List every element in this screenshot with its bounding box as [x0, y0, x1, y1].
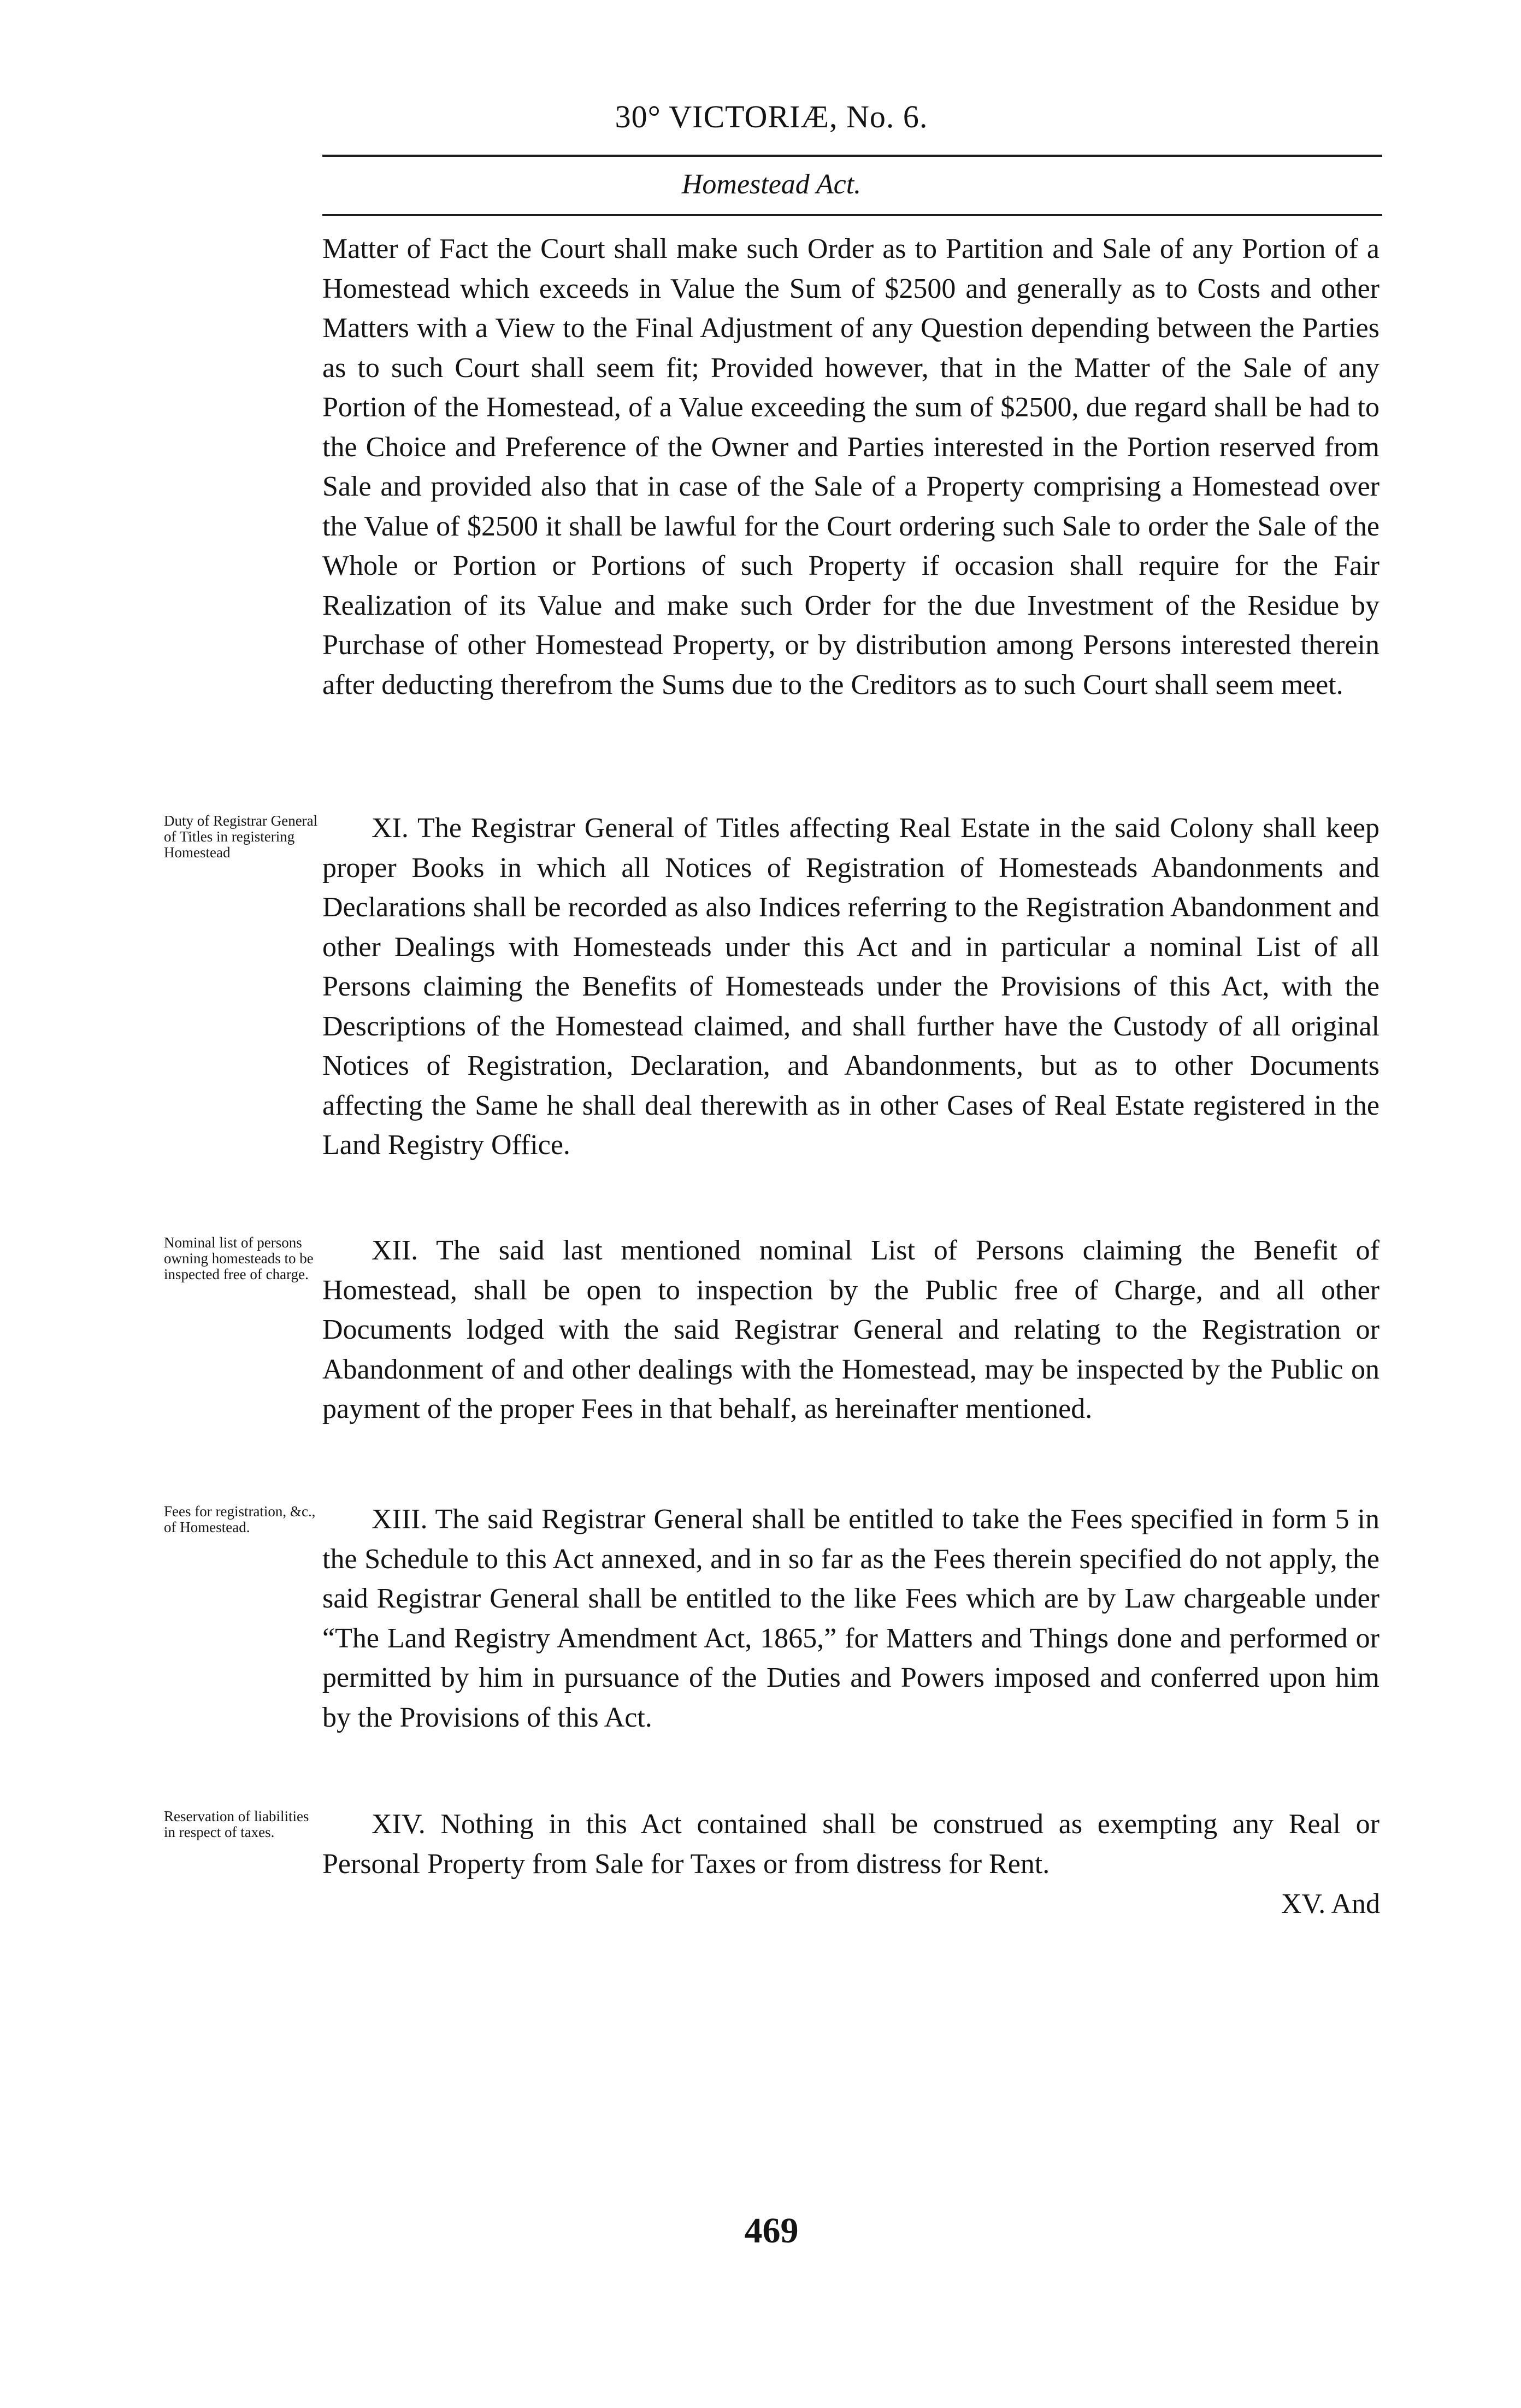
- section-text: XIV. Nothing in this Act contained shall be construed as exempting any Real or Personal Property from Sale for Taxes or from distress for Rent.: [322, 1809, 1379, 1880]
- running-title: 30° VICTORIÆ, No. 6.: [615, 99, 928, 134]
- section-text: XI. The Registrar General of Titles affecting Real Estate in the said Colony shall keep proper Books in which all Notices of Registration of Homesteads Abandonments and Declarations shall be recorded as also Indices referring to the Registration Abandonment and other Dealings with Homesteads under this Act and in particular a nominal List of all Persons claiming the Benefits of Homesteads under the Provisions of this Act, with the Descriptions of the Homestead claimed, and shall further have the Custody of all original Notices of Registration, Declaration, and Abandonments, but as to other Documents affecting the Same he shall deal therewith as in other Cases of Real Estate registered in the Land Registry Office.: [322, 813, 1379, 1161]
- continuation-paragraph: [322, 229, 1379, 705]
- act-subtitle: Homestead Act.: [681, 169, 862, 200]
- margin-note-section-xiii: Fees for registration, &c., of Homestead.: [164, 1503, 316, 1535]
- section-xi: [322, 809, 1379, 1165]
- catchword: XV. And: [1281, 1888, 1380, 1920]
- header-rule-top: [322, 155, 1382, 157]
- margin-note-section-xii: Nominal list of persons owning homesteads to be inspected free of charge.: [164, 1234, 314, 1282]
- section-xii: [322, 1231, 1379, 1429]
- margin-note-section-xiv: Reservation of liabilities in respect of taxes.: [164, 1808, 309, 1840]
- page-number: 469: [744, 2211, 799, 2251]
- section-xiii: [322, 1500, 1379, 1738]
- header-rule-bottom: [322, 214, 1382, 216]
- paragraph-text: Matter of Fact the Court shall make such Order as to Partition and Sale of any Portion of a Homestead which exceeds in Value the Sum of $2500 and generally as to Costs and other Matters with a View to the Final Adjustment of any Question depending between the Parties as to such Court shall seem fit; Provided however, that in the Matter of the Sale of any Portion of the Homestead, of a Value exceeding the sum of $2500, due regard shall be had to the Choice and Preference of the Owner and Parties interested in the Portion reserved from Sale and provided also that in case of the Sale of a Property comprising a Homestead over the Value of $2500 it shall be lawful for the Court ordering such Sale to order the Sale of the Whole or Portion or Portions of such Property if occasion shall require for the Fair Realization of its Value and make such Order for the due Investment of the Residue by Purchase of other Homestead Property, or by distribution among Persons interested therein after deducting therefrom the Sums due to the Creditors as to such Court shall seem meet.: [322, 233, 1379, 700]
- section-text: XII. The said last mentioned nominal List of Persons claiming the Benefit of Homestead, shall be open to inspection by the Public free of Charge, and all other Documents lodged with the said Registrar General and relating to the Registration or Abandonment of and other dealings with the Homestead, may be inspected by the Public on payment of the proper Fees in that behalf, as hereinafter mentioned.: [322, 1235, 1379, 1424]
- margin-note-section-xi: Duty of Registrar General of Titles in registering Homestead: [164, 813, 318, 861]
- section-xiv: [322, 1805, 1379, 1884]
- section-text: XIII. The said Registrar General shall be entitled to take the Fees specified in form 5 in the Schedule to this Act annexed, and in so far as the Fees therein specified do not apply, the said Registrar General shall be entitled to the like Fees which are by Law chargeable under “The Land Registry Amendment Act, 1865,” for Matters and Things done and performed or permitted by him in pursuance of the Duties and Powers imposed and conferred upon him by the Provisions of this Act.: [322, 1504, 1379, 1733]
